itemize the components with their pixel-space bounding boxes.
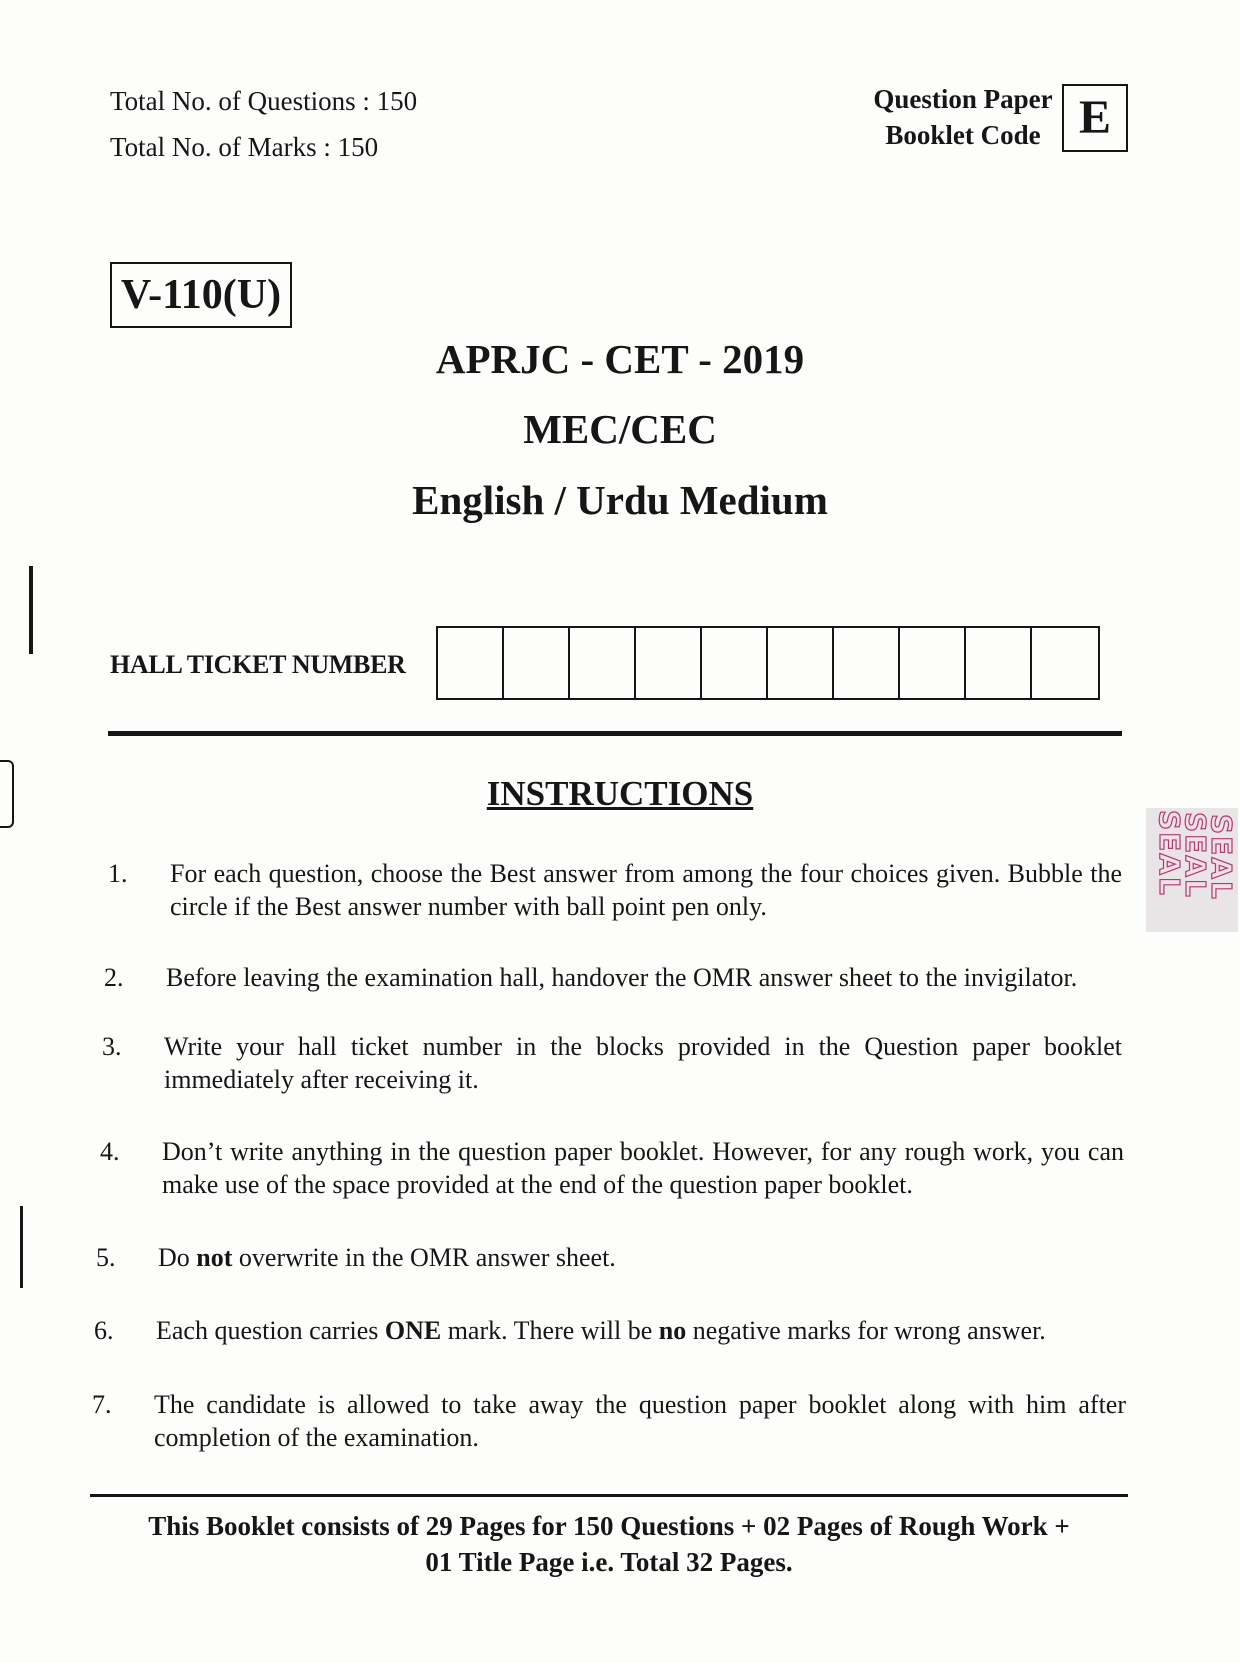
instruction-item [94, 1314, 1124, 1347]
booklet-label-line1: Question Paper [873, 84, 1053, 114]
instruction-number: 1. [108, 859, 128, 888]
instruction-number: 4. [100, 1137, 120, 1166]
booklet-code-label [868, 81, 1058, 153]
hall-ticket-digit-box[interactable] [966, 628, 1032, 698]
medium-title: English / Urdu Medium [412, 477, 828, 523]
instruction-item [100, 1135, 1124, 1201]
hall-ticket-digit-box[interactable] [702, 628, 768, 698]
instruction-text [156, 1314, 1124, 1347]
group-title: MEC/CEC [523, 406, 717, 452]
instruction-number: 5. [96, 1243, 116, 1272]
hall-ticket-digit-box[interactable] [504, 628, 570, 698]
instruction-item [108, 857, 1122, 923]
instruction-text: Write your hall ticket number in the blocks provided in the Question paper booklet immediately after receiving it. [164, 1032, 1122, 1094]
seal-stamp-text: SEAL [1179, 812, 1212, 899]
paper-code-box: V-110(U) [110, 262, 292, 328]
hall-ticket-digit-box[interactable] [438, 628, 504, 698]
instruction-number: 7. [92, 1390, 112, 1419]
booklet-label-line2: Booklet Code [885, 120, 1041, 150]
hall-ticket-digit-box[interactable] [1032, 628, 1098, 698]
total-questions: Total No. of Questions : 150 [110, 86, 418, 116]
hall-ticket-digit-box[interactable] [636, 628, 702, 698]
seal-stamp [1146, 808, 1238, 932]
instruction-text [158, 1241, 1124, 1274]
instruction-text: For each question, choose the Best answer from among the four choices given. Bubble the circle if the Best answer number with ball point pen only. [170, 859, 1122, 921]
instruction-number: 6. [94, 1316, 114, 1345]
emphasis-no: no [658, 1316, 687, 1345]
footer-line1: This Booklet consists of 29 Pages for 150 Questions + 02 Pages of Rough Work + [148, 1511, 1070, 1541]
hall-ticket-label: HALL TICKET NUMBER [110, 650, 406, 679]
footer-line2: 01 Title Page i.e. Total 32 Pages. [425, 1547, 793, 1577]
hall-ticket-boxes [436, 626, 1100, 700]
seal-stamp-text: SEAL [1153, 810, 1186, 897]
emphasis-not: not [196, 1243, 233, 1272]
instruction-text: Before leaving the examination hall, handover the OMR answer sheet to the invigilator. [166, 963, 1078, 992]
text-run: overwrite in the OMR answer sheet. [232, 1243, 616, 1272]
instructions-heading: INSTRUCTIONS [486, 774, 754, 813]
instruction-item [104, 961, 1122, 994]
total-marks: Total No. of Marks : 150 [110, 132, 379, 162]
emphasis-one: ONE [384, 1316, 442, 1345]
question-count-meta [110, 78, 417, 170]
booklet-code-box: E [1062, 84, 1128, 152]
instruction-item [92, 1388, 1126, 1454]
text-run: Do [158, 1243, 197, 1272]
instruction-text: The candidate is allowed to take away the question paper booklet along with him after completion of the examination. [154, 1390, 1126, 1452]
instruction-number: 2. [104, 963, 124, 992]
instruction-item [102, 1030, 1122, 1096]
scan-edge-mark [20, 1206, 23, 1288]
hall-ticket-digit-box[interactable] [834, 628, 900, 698]
booklet-page-summary [90, 1508, 1128, 1580]
text-run: negative marks for wrong answer. [686, 1316, 1046, 1345]
text-run: mark. There will be [441, 1316, 659, 1345]
footer-divider [90, 1494, 1128, 1497]
seal-stamp-text: SEAL [1205, 814, 1238, 901]
instruction-text: Don’t write anything in the question paper booklet. However, for any rough work, you can make use of the space provided at the end of the question paper booklet. [162, 1137, 1124, 1199]
exam-title: APRJC - CET - 2019 [435, 336, 805, 382]
text-run: Each question carries [156, 1316, 385, 1345]
scan-edge-mark [0, 760, 14, 828]
section-divider [108, 731, 1122, 736]
hall-ticket-digit-box[interactable] [900, 628, 966, 698]
hall-ticket-digit-box[interactable] [768, 628, 834, 698]
instruction-item [96, 1241, 1124, 1274]
hall-ticket-digit-box[interactable] [570, 628, 636, 698]
scan-edge-mark [29, 566, 33, 654]
instruction-number: 3. [102, 1032, 122, 1061]
